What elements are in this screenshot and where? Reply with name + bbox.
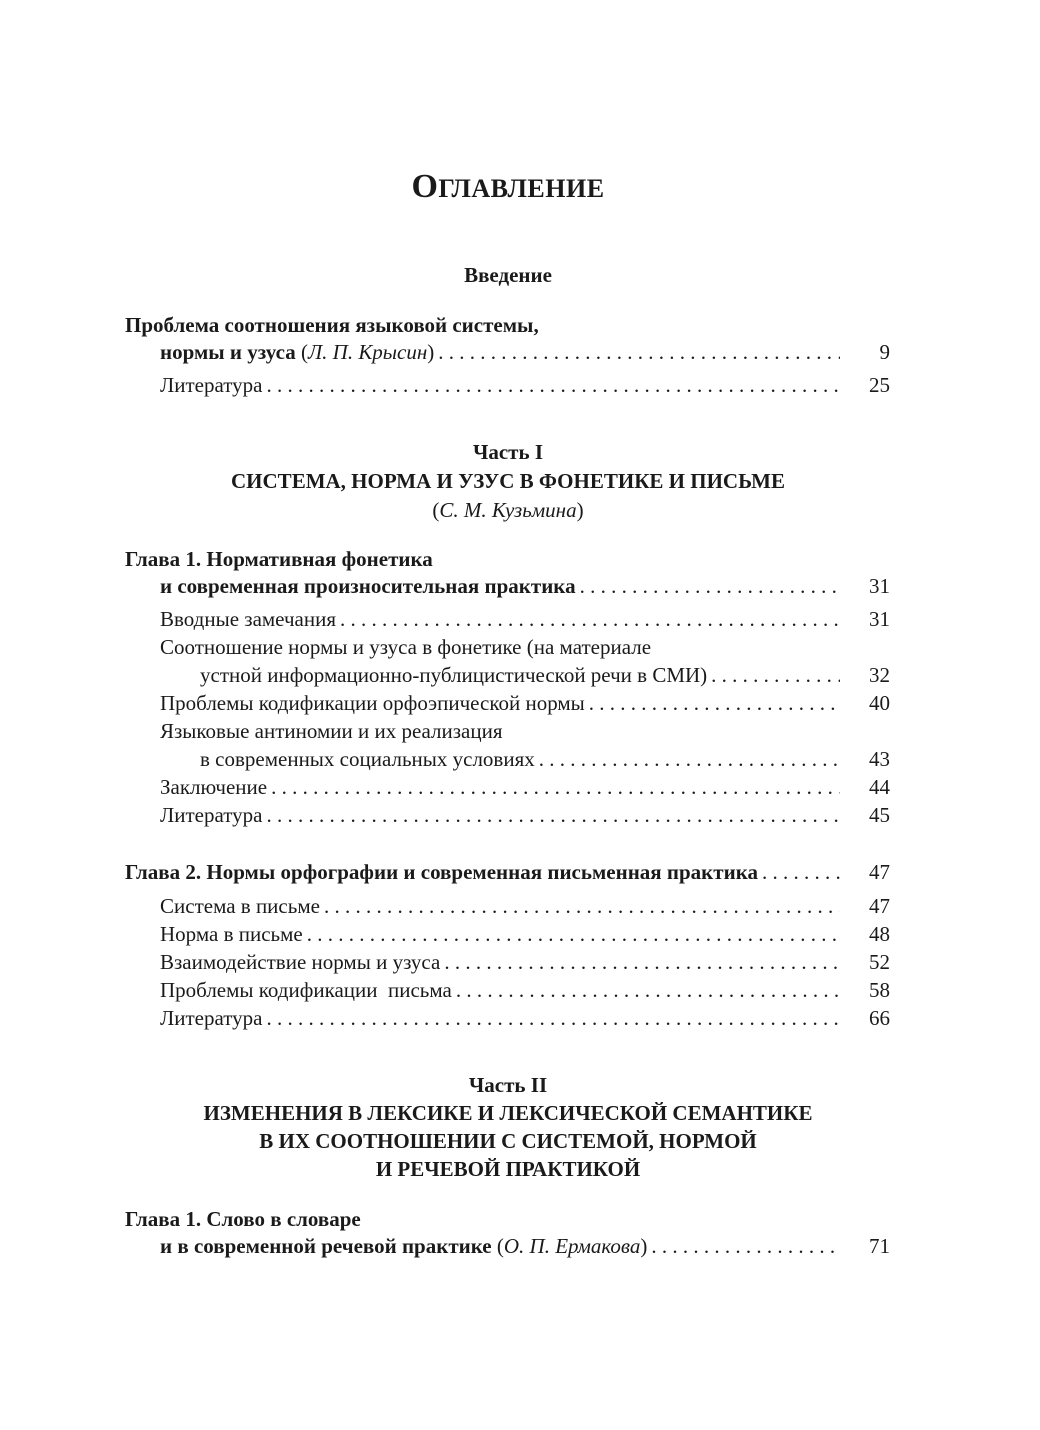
page-number: 47 bbox=[869, 860, 890, 884]
part1-title: СИСТЕМА, НОРМА И УЗУС В ФОНЕТИКЕ И ПИСЬМЕ bbox=[231, 469, 785, 493]
toc-entry-p1-ch2-item[interactable]: Проблемы кодификации письма . . . 58 bbox=[160, 977, 890, 1003]
leader-dots bbox=[576, 573, 840, 599]
leader-dots bbox=[585, 690, 840, 716]
part2-label: Часть II bbox=[468, 1073, 548, 1097]
page-number: 9 bbox=[879, 340, 890, 364]
leader-dots bbox=[452, 977, 840, 1003]
part2-title-line3: И РЕЧЕВОЙ ПРАКТИКОЙ bbox=[375, 1157, 641, 1181]
page-number: 31 bbox=[869, 574, 890, 598]
leader-dots bbox=[440, 949, 840, 975]
leader-dots bbox=[267, 774, 840, 800]
page-number: 32 bbox=[869, 663, 890, 687]
toc-entry-p1-ch1-item-line1: Соотношение нормы и узуса в фонетике (на материале bbox=[160, 635, 652, 659]
page-number: 52 bbox=[869, 950, 890, 974]
leader-dots bbox=[262, 802, 840, 828]
toc-entry-p1-ch2-item[interactable]: Норма в письме . . . 48 bbox=[160, 921, 890, 947]
page-number: 48 bbox=[869, 922, 890, 946]
page-number: 45 bbox=[869, 803, 890, 827]
page-number: 43 bbox=[869, 747, 890, 771]
page-number: 66 bbox=[869, 1006, 890, 1030]
page-number: 71 bbox=[869, 1234, 890, 1258]
toc-entry-intro-literature[interactable]: Литература . . . 25 bbox=[160, 372, 890, 398]
part2-title-line1: ИЗМЕНЕНИЯ В ЛЕКСИКЕ И ЛЕКСИЧЕСКОЙ СЕМАНТИКЕ bbox=[203, 1101, 813, 1125]
toc-entry-p1-ch1-item[interactable]: Литература . . . 45 bbox=[160, 802, 890, 828]
leader-dots bbox=[303, 921, 840, 947]
intro-entry-line1: Проблема соотношения языковой системы, bbox=[125, 313, 539, 337]
leader-dots bbox=[758, 859, 840, 885]
part2-title-line2: В ИХ СООТНОШЕНИИ С СИСТЕМОЙ, НОРМОЙ bbox=[259, 1129, 757, 1153]
leader-dots bbox=[262, 1005, 840, 1031]
page-title: ОГЛАВЛЕНИЕ bbox=[411, 168, 605, 205]
p1-ch1-line1: Глава 1. Нормативная фонетика bbox=[125, 547, 433, 571]
leader-dots bbox=[434, 339, 840, 365]
toc-entry-intro[interactable]: нормы и узуса (Л. П. Крысин) . . . 9 bbox=[160, 339, 890, 365]
page-number: 25 bbox=[869, 373, 890, 397]
toc-entry-p1-ch2-item[interactable]: Литература . . . 66 bbox=[160, 1005, 890, 1031]
p2-ch1-line1: Глава 1. Слово в словаре bbox=[125, 1207, 361, 1231]
part1-label: Часть I bbox=[472, 440, 544, 464]
leader-dots bbox=[647, 1233, 840, 1259]
toc-entry-p1-ch1-item-line1: Языковые антиномии и их реализация bbox=[160, 719, 503, 743]
toc-entry-p1-ch1[interactable]: и современная произносительная практика . . . 31 bbox=[160, 573, 890, 599]
leader-dots bbox=[707, 662, 840, 688]
page-number: 58 bbox=[869, 978, 890, 1002]
toc-entry-p1-ch1-item[interactable]: в современных социальных условиях . . . 43 bbox=[200, 746, 890, 772]
toc-entry-p1-ch2-item[interactable]: Система в письме . . . 47 bbox=[160, 893, 890, 919]
toc-entry-p1-ch1-item[interactable]: Проблемы кодификации орфоэпической нормы . . . 40 bbox=[160, 690, 890, 716]
page-number: 40 bbox=[869, 691, 890, 715]
toc-entry-p1-ch1-item[interactable]: Заключение . . . 44 bbox=[160, 774, 890, 800]
intro-heading: Введение bbox=[464, 263, 552, 287]
toc-entry-p1-ch1-item[interactable]: Вводные замечания . . . 31 bbox=[160, 606, 890, 632]
toc-entry-p1-ch2-item[interactable]: Взаимодействие нормы и узуса . . . 52 bbox=[160, 949, 890, 975]
page-number: 47 bbox=[869, 894, 890, 918]
leader-dots bbox=[262, 372, 840, 398]
page-number: 31 bbox=[869, 607, 890, 631]
leader-dots bbox=[320, 893, 840, 919]
leader-dots bbox=[336, 606, 840, 632]
toc-entry-p2-ch1[interactable]: и в современной речевой практике (О. П. Ермакова) . . . 71 bbox=[160, 1233, 890, 1259]
toc-entry-p1-ch2[interactable]: Глава 2. Нормы орфографии и современная письменная практика . . . 47 bbox=[125, 859, 890, 885]
part1-author: (С. М. Кузьмина) bbox=[432, 498, 584, 522]
page-number: 44 bbox=[869, 775, 890, 799]
leader-dots bbox=[535, 746, 840, 772]
toc-entry-p1-ch1-item[interactable]: устной информационно-публицистической речи в СМИ) . . . 32 bbox=[200, 662, 890, 688]
